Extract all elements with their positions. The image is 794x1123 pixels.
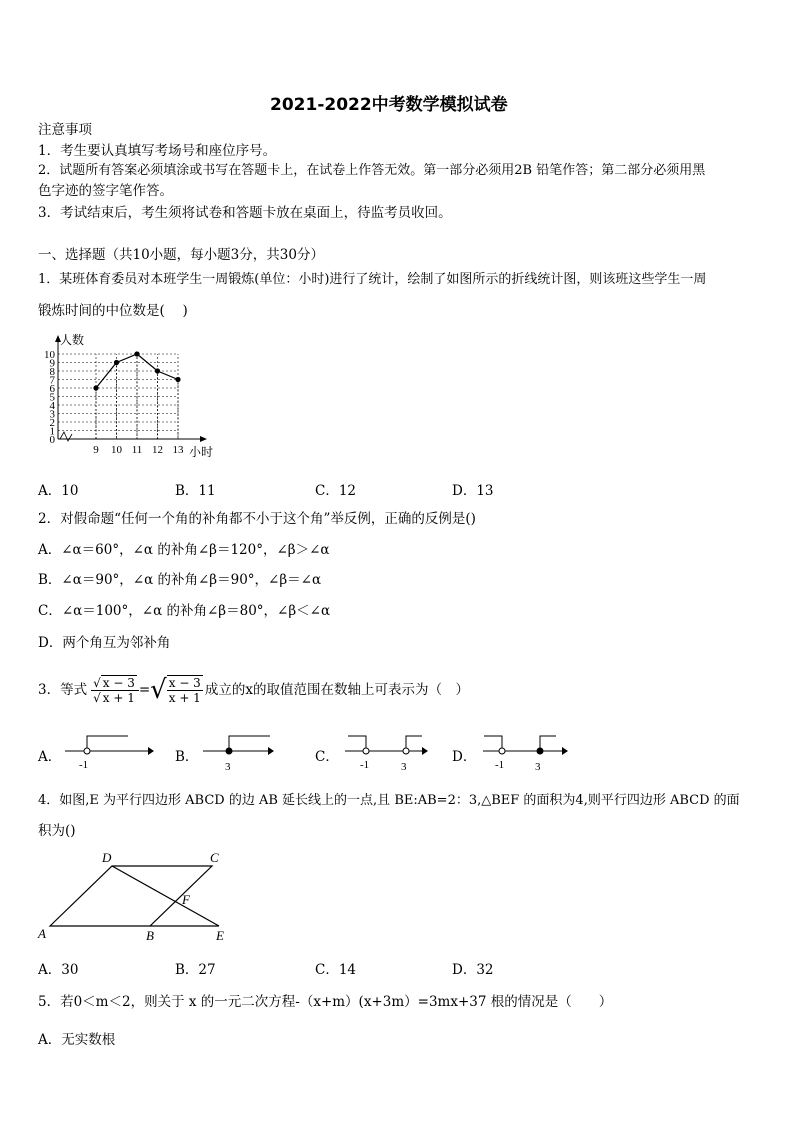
q3-label: 3: [401, 761, 407, 773]
q4-stem-line2: 积为(): [38, 823, 76, 839]
q3-option-b-letter: B．: [175, 749, 199, 765]
q3-label: -1: [360, 759, 370, 771]
chart-xtick-label: 9: [93, 444, 99, 456]
q3-numberline-a: [60, 732, 155, 772]
q3-rhs-num: x − 3: [168, 676, 201, 690]
point-label-e: E: [216, 928, 224, 943]
q3-option-c-letter: C．: [315, 749, 339, 765]
sqrt-icon: √: [150, 675, 167, 705]
q3-lhs-num: x − 3: [102, 675, 135, 690]
chart-xtick-label: 13: [172, 444, 184, 456]
chart-ytick-label: 4: [49, 400, 55, 412]
q1-option-d: D．13: [452, 483, 494, 499]
chart-ytick-label: 6: [49, 383, 55, 395]
q5-option-a: A．无实数根: [38, 1032, 116, 1048]
q3-eq: =: [138, 682, 151, 698]
q4-option-c: C．14: [315, 962, 357, 978]
q3-stem: [38, 668, 469, 712]
q2-option-d: D．两个角互为邻补角: [38, 635, 171, 651]
q3-suffix: 成立的x的取值范围在数轴上可表示为（ ）: [204, 682, 469, 698]
chart-ytick-label: 10: [44, 349, 55, 361]
q3-label: -1: [79, 759, 89, 771]
chart-axis-break: [60, 432, 72, 441]
page-title: 2021-2022中考数学模拟试卷: [270, 95, 508, 115]
point-label-d: D: [102, 850, 112, 865]
q3-label: -1: [495, 759, 505, 771]
chart-ylabel: 人数: [60, 333, 85, 347]
q1-stem-line2: 锻炼时间的中位数是( ): [38, 303, 188, 319]
q3-rhs-den: x + 1: [168, 691, 201, 705]
point-label-a: A: [38, 926, 46, 941]
chart-x-arrow: [200, 436, 207, 442]
q3-lhs-fraction: $\frac{√ x - 3}{√ x + 1}$: [91, 676, 139, 705]
chart-ytick-label: 8: [49, 366, 55, 378]
chart-xtick-label: 12: [152, 444, 163, 456]
chart-ytick-label: 7: [49, 374, 55, 387]
q3-option-a-letter: A．: [38, 749, 62, 765]
line-chart: [36, 330, 226, 460]
notice-item: 1．考生要认真填写考场号和座位序号。: [38, 143, 277, 159]
chart-xtick-label: 11: [131, 444, 143, 456]
q2-stem: 2．对假命题“任何一个角的补角都不小于这个角”举反例，正确的反例是(): [38, 511, 476, 527]
chart-ytick-label: 2: [49, 417, 55, 429]
section-heading: 一、选择题（共10小题，每小题3分，共30分）: [38, 247, 324, 263]
chart-xtick-label: 10: [111, 444, 122, 456]
q3-option-d-letter: D．: [452, 749, 477, 765]
q1-option-b: B．11: [175, 483, 216, 499]
q4-option-a: A．30: [38, 962, 79, 978]
q3-numberline-c: [340, 732, 430, 774]
chart-ytick-label: 5: [49, 391, 55, 404]
notice-heading: 注意事项: [38, 122, 92, 138]
parallelogram-figure: [34, 848, 244, 948]
q3-prefix: 3．等式: [38, 682, 88, 698]
q1-option-a: A．10: [38, 483, 79, 499]
q3-rhs-fraction: [167, 675, 203, 705]
notice-item: 2．试题所有答案必须填涂或书写在答题卡上，在试卷上作答无效。第一部分必须用2B 铅笔作答；第二部分必须用黑: [38, 163, 706, 178]
chart-ytick-label: 0: [49, 434, 55, 446]
chart-ytick-label: 9: [49, 357, 55, 370]
point-label-c: C: [210, 850, 219, 865]
point-label-b: B: [146, 928, 154, 943]
q2-option-c: C．∠α＝100°，∠α 的补角∠β＝80°，∠β＜∠α: [38, 603, 331, 619]
q3-lhs-den: x + 1: [102, 690, 135, 705]
point-label-f: F: [182, 892, 190, 907]
q3-label: 3: [225, 761, 231, 772]
chart-ytick-label: 3: [49, 408, 55, 421]
q4-option-d: D．32: [452, 962, 494, 978]
q5-stem: 5．若0＜m＜2，则关于 x 的一元二次方程-（x+m）(x+3m）=3mx+37 根的情况是（ ）: [38, 994, 613, 1010]
q3-numberline-d: [478, 732, 570, 774]
q1-option-c: C．12: [315, 483, 357, 499]
q1-stem-line1: 1．某班体育委员对本班学生一周锻炼(单位：小时)进行了统计，绘制了如图所示的折线统计图，则该班这些学生一周: [38, 272, 707, 287]
notice-item: 3．考试结束后，考生须将试卷和答题卡放在桌面上，待监考员收回。: [38, 205, 452, 221]
q4-option-b: B．27: [175, 962, 216, 978]
q2-option-a: A．∠α＝60°，∠α 的补角∠β＝120°，∠β＞∠α: [38, 542, 330, 558]
q4-stem-line1: 4．如图,E 为平行四边形 ABCD 的边 AB 延长线上的一点,且 BE:AB=2：3,△BEF 的面积为4,则平行四边形 ABCD 的面: [38, 793, 740, 808]
q3-numberline-b: [198, 732, 278, 772]
chart-ytick-label: 1: [49, 425, 55, 438]
q2-option-b: B．∠α＝90°，∠α 的补角∠β＝90°，∠β＝∠α: [38, 572, 322, 588]
notice-item: 色字迹的签字笔作答。: [38, 183, 173, 199]
chart-xlabel: 小时: [189, 445, 214, 459]
q3-label: 3: [535, 761, 541, 773]
